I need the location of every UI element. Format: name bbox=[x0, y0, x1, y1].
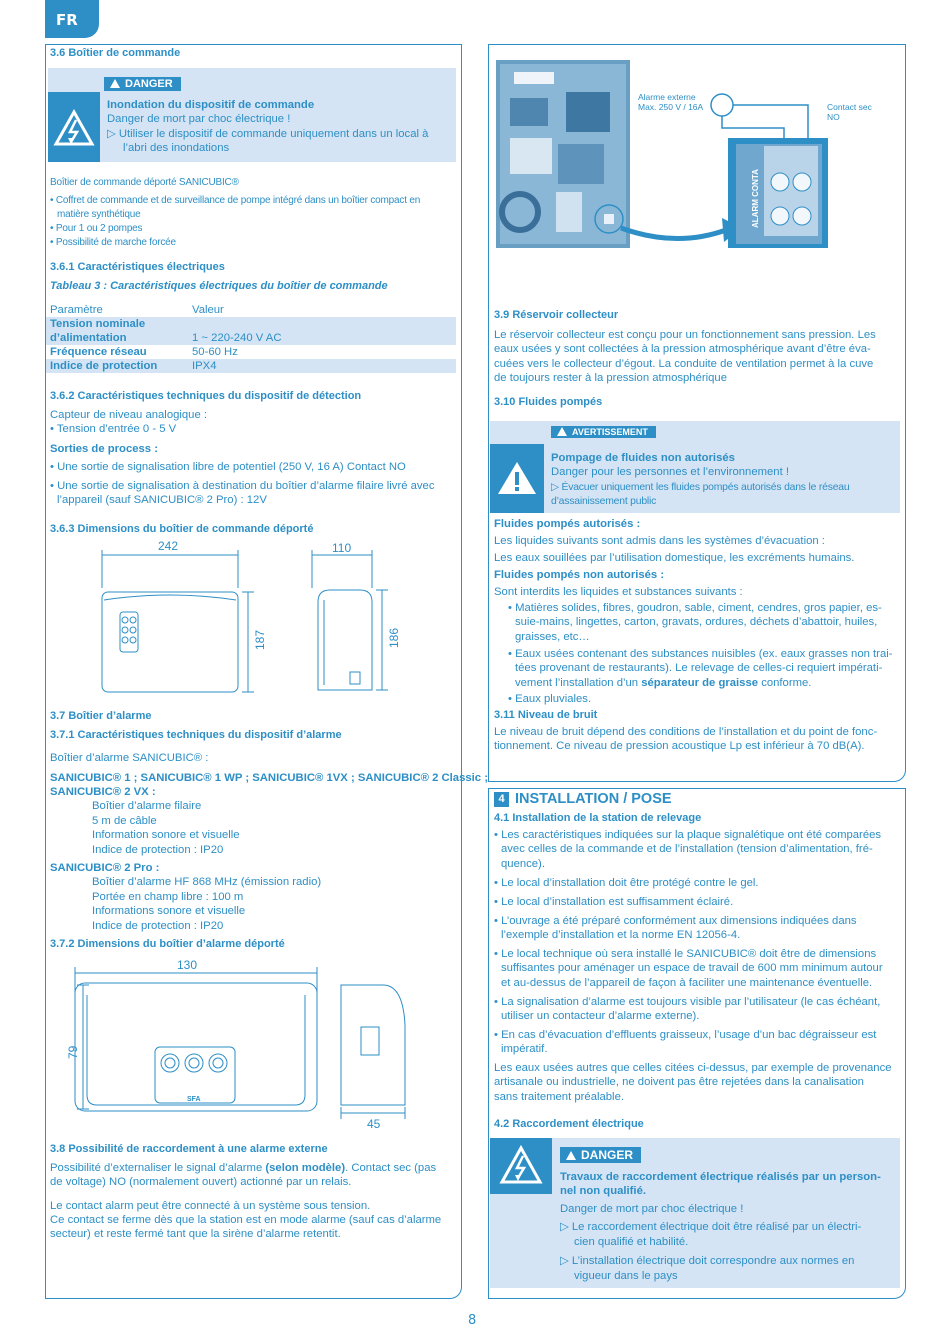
install-line: sans traitement préalable. bbox=[494, 1091, 624, 1103]
ext-alarm-para: Le contact alarm peut être connecté à un système sous tension. bbox=[50, 1200, 371, 1212]
not-authorized-item: tées provenant de restaurants). Le relevage de celles-ci requiert impérati- bbox=[515, 662, 883, 674]
alarm-intro: Boîtier d’alarme SANICUBIC® : bbox=[50, 752, 209, 764]
alarm-models: SANICUBIC® 2 VX : bbox=[50, 786, 156, 798]
external-alarm-wiring-figure bbox=[496, 52, 896, 250]
heading-3-6: 3.6 Boîtier de commande bbox=[50, 47, 181, 59]
heading-3-7: 3.7 Boîtier d’alarme bbox=[50, 710, 152, 722]
danger-action-cont: cien qualifié et habilité. bbox=[574, 1236, 689, 1248]
danger-action: ▷ Utiliser le dispositif de commande uniquement dans un local à bbox=[107, 128, 429, 140]
not-authorized-item: suie-mains, lingettes, carton, gravats, ordures, déchets d’abattoir, huiles, bbox=[515, 616, 878, 628]
not-authorized-item: vement l’installation d’un séparateur de graisse conforme. bbox=[515, 677, 812, 689]
table-row bbox=[46, 359, 456, 373]
install-line: • En cas d’évacuation d’effluents graisseux, l’usage d’un bac dégraisseur est bbox=[494, 1029, 877, 1041]
alarm-feature: Information sonore et visuelle bbox=[92, 829, 240, 841]
table-header-cell: Valeur bbox=[192, 304, 224, 316]
table-header-row bbox=[46, 303, 456, 317]
alarm-feature: Boîtier d’alarme HF 868 MHz (émission radio) bbox=[92, 876, 322, 888]
alarm-feature: Boîtier d’alarme filaire bbox=[92, 800, 202, 812]
heading-3-7-2: 3.7.2 Dimensions du boîtier d’alarme déporté bbox=[50, 938, 285, 950]
electrical-spec-table bbox=[46, 303, 456, 373]
heading-3-6-3: 3.6.3 Dimensions du boîtier de commande déporté bbox=[50, 523, 314, 535]
tank-para-line: de toujours rester à la pression atmosphérique bbox=[494, 372, 727, 384]
detection-line: • Une sortie de signalisation à destination du boîtier d’alarme filaire livré avec bbox=[50, 480, 435, 492]
danger-label: DANGER bbox=[104, 77, 181, 91]
install-line: avec celles de la commande et de l’installation (tension d’alimentation, fré- bbox=[501, 843, 873, 855]
install-line: quence). bbox=[501, 858, 545, 870]
heading-3-7-1: 3.7.1 Caractéristiques techniques du dispositif d’alarme bbox=[50, 729, 342, 741]
install-line: artisanale ou industrielle, ne doivent pas être rejetées dans la canalisation bbox=[494, 1076, 864, 1088]
dimension-label: 186 bbox=[387, 627, 401, 648]
heading-3-11: 3.11 Niveau de bruit bbox=[494, 709, 598, 721]
dimension-label: 242 bbox=[158, 540, 179, 553]
bullet-line: • Possibilité de marche forcée bbox=[50, 237, 176, 248]
danger-title: Inondation du dispositif de commande bbox=[107, 99, 315, 111]
table-caption: Tableau 3 : Caractéristiques électriques du boîtier de commande bbox=[50, 280, 388, 292]
table-cell: 1 ~ 220-240 V AC bbox=[188, 317, 456, 345]
warning-icon bbox=[490, 444, 544, 513]
terminal-label: ALARM CONTA bbox=[751, 169, 760, 228]
install-line: • L’ouvrage a été préparé conformément aux dimensions indiquées dans bbox=[494, 915, 857, 927]
alarm-feature: 5 m de câble bbox=[92, 815, 157, 827]
page-number: 8 bbox=[468, 1313, 477, 1328]
detection-line: • Une sortie de signalisation libre de potentiel (250 V, 16 A) Contact NO bbox=[50, 461, 406, 473]
heading-4-1: 4.1 Installation de la station de relevage bbox=[494, 812, 702, 824]
danger-title: nel non qualifié. bbox=[560, 1185, 646, 1197]
not-authorized-item: graisses, etc… bbox=[515, 631, 590, 643]
authorized-title: Fluides pompés autorisés : bbox=[494, 518, 641, 530]
figure-label: Max. 250 V / 16A bbox=[638, 102, 704, 112]
ext-alarm-para: Ce contact se ferme dès que la station est en mode alarme (sauf cas d’alarme bbox=[50, 1214, 442, 1226]
detection-line: l’appareil (sauf SANICUBIC® 2 Pro) : 12V bbox=[57, 494, 267, 506]
install-line: impératif. bbox=[501, 1043, 548, 1055]
detection-line: • Tension d’entrée 0 - 5 V bbox=[50, 423, 177, 435]
warning-line: Danger pour les personnes et l’environnement ! bbox=[551, 466, 790, 478]
table-cell: Fréquence réseau bbox=[50, 346, 147, 358]
not-authorized-line: Sont interdits les liquides et substances suivants : bbox=[494, 586, 743, 598]
install-line: utiliser un contacteur d’alarme externe). bbox=[501, 1010, 700, 1022]
install-line: l’exemple d’installation et la norme EN 12056-4. bbox=[501, 929, 741, 941]
bullet-line: • Coffret de commande et de surveillance de pompe intégré dans un boîtier compact en bbox=[50, 195, 421, 206]
alarm-box-dimension-drawing bbox=[65, 955, 425, 1130]
tank-para-line: eaux usées y sont collectées à la pression atmosphérique avant d’être éva- bbox=[494, 343, 871, 355]
install-line: • Le local d’installation doit être protégé contre le gel. bbox=[494, 877, 759, 889]
warning-action: ▷ Évacuer uniquement les fluides pompés autorisés dans le réseau bbox=[551, 482, 850, 493]
heading-3-6-2: 3.6.2 Caractéristiques techniques du dispositif de détection bbox=[50, 390, 362, 402]
noise-line: tionnement. Ce niveau de pression acoustique Lp est inférieur à 70 dB(A). bbox=[494, 740, 865, 752]
tank-para-line: cuées vers le collecteur d’égout. La conduite de ventilation permet à la cuve bbox=[494, 358, 874, 370]
dimension-label: 45 bbox=[367, 1117, 381, 1130]
authorized-line: Les liquides suivants sont admis dans les systèmes d’évacuation : bbox=[494, 535, 825, 547]
install-line: • La signalisation d’alarme est toujours visible par l’utilisateur (le cas échéant, bbox=[494, 996, 881, 1008]
heading-4-2: 4.2 Raccordement électrique bbox=[494, 1118, 644, 1130]
dimension-label: 110 bbox=[332, 541, 352, 555]
not-authorized-title: Fluides pompés non autorisés : bbox=[494, 569, 665, 581]
heading-3-6-1: 3.6.1 Caractéristiques électriques bbox=[50, 261, 225, 273]
install-line: • Le local d’installation est suffisamment éclairé. bbox=[494, 896, 734, 908]
not-authorized-item: • Eaux usées contenant des substances nuisibles (ex. eaux grasses non trai- bbox=[508, 648, 893, 660]
table-cell: Indice de protection bbox=[46, 359, 188, 373]
alarm-feature: Portée en champ libre : 100 m bbox=[92, 891, 244, 903]
authorized-line: Les eaux souillées par l’utilisation domestique, les excréments humains. bbox=[494, 552, 855, 564]
dimension-label: 187 bbox=[253, 629, 267, 650]
install-line: Les eaux usées autres que celles citées ci-dessus, par exemple de provenance bbox=[494, 1062, 892, 1074]
danger-action-cont: vigueur dans le pays bbox=[574, 1270, 678, 1282]
ext-alarm-para: secteur) et reste fermé tant que la sirène d’alarme retentit. bbox=[50, 1228, 341, 1240]
table-cell: Tension nominale d’alimentation bbox=[46, 317, 188, 345]
ext-alarm-para: Possibilité d’externaliser le signal d’alarme (selon modèle). Contact sec (pas bbox=[50, 1162, 437, 1174]
tank-para-line: Le réservoir collecteur est conçu pour un fonctionnement sans pression. Les bbox=[494, 329, 876, 341]
table-cell: IPX4 bbox=[188, 359, 456, 373]
danger-action: ▷ Le raccordement électrique doit être réalisé par un électri- bbox=[560, 1221, 862, 1233]
detection-subtitle: Sorties de process : bbox=[50, 443, 158, 455]
section-4-title: 4 INSTALLATION / POSE bbox=[494, 791, 672, 807]
danger-title: Travaux de raccordement électrique réalisés par un person- bbox=[560, 1171, 881, 1183]
dimension-label: 130 bbox=[177, 958, 198, 972]
table-cell: 50-60 Hz bbox=[192, 346, 238, 358]
danger-action-cont: l’abri des inondations bbox=[123, 142, 230, 154]
bullet-line: • Pour 1 ou 2 pompes bbox=[50, 223, 143, 234]
danger-label: DANGER bbox=[560, 1147, 641, 1163]
table-row bbox=[46, 317, 456, 345]
warning-title: Pompage de fluides non autorisés bbox=[551, 452, 735, 464]
electric-hazard-icon bbox=[48, 92, 100, 162]
figure-label: NO bbox=[827, 112, 840, 122]
not-authorized-item: • Eaux pluviales. bbox=[508, 693, 592, 705]
figure-label: Alarme externe bbox=[638, 92, 696, 102]
install-line: • Le local technique où sera installé le SANICUBIC® doit être de dimensions bbox=[494, 948, 877, 960]
alarm-feature: Indice de protection : IP20 bbox=[92, 920, 224, 932]
table-header-cell: Paramètre bbox=[50, 304, 103, 316]
language-tab: FR bbox=[45, 0, 99, 38]
noise-line: Le niveau de bruit dépend des conditions de l’installation et du point de fonc- bbox=[494, 726, 878, 738]
alarm-models: SANICUBIC® 1 ; SANICUBIC® 1 WP ; SANICUBIC® 1VX ; SANICUBIC® 2 Classic ; bbox=[50, 772, 488, 784]
alarm-feature: Informations sonore et visuelle bbox=[92, 905, 246, 917]
danger-line: Danger de mort par choc électrique ! bbox=[107, 113, 291, 125]
brand-label: SFA bbox=[187, 1096, 201, 1103]
alarm-pro-title: SANICUBIC® 2 Pro : bbox=[50, 862, 160, 874]
not-authorized-item: • Matières solides, fibres, goudron, sable, ciment, cendres, gros papier, es- bbox=[508, 602, 882, 614]
warning-label: AVERTISSEMENT bbox=[551, 426, 656, 438]
electric-hazard-icon bbox=[490, 1138, 552, 1194]
heading-3-9: 3.9 Réservoir collecteur bbox=[494, 309, 619, 321]
control-box-dimension-drawing bbox=[90, 540, 410, 700]
danger-action: ▷ L’installation électrique doit correspondre aux normes en bbox=[560, 1255, 855, 1267]
bullet-line: matière synthétique bbox=[57, 209, 141, 220]
dimension-label: 79 bbox=[66, 1045, 80, 1059]
table-row bbox=[46, 345, 456, 359]
figure-label: Contact sec bbox=[827, 102, 872, 112]
install-line: suffisantes pour aménager un espace de travail de 600 mm minimum autour bbox=[501, 962, 883, 974]
detection-line: Capteur de niveau analogique : bbox=[50, 409, 208, 421]
warning-action-cont: d’assainissement public bbox=[551, 496, 657, 507]
danger-line: Danger de mort par choc électrique ! bbox=[560, 1203, 744, 1215]
alarm-feature: Indice de protection : IP20 bbox=[92, 844, 224, 856]
ext-alarm-para: de voltage) NO (normalement ouvert) actionné par un relais. bbox=[50, 1176, 352, 1188]
control-box-intro: Boîtier de commande déporté SANICUBIC® bbox=[50, 177, 239, 188]
install-line: et au-dessus de l’appareil de façon à faciliter une maintenance éventuelle. bbox=[501, 977, 873, 989]
install-line: • Les caractéristiques indiquées sur la plaque signalétique ont été comparées bbox=[494, 829, 882, 841]
heading-3-10: 3.10 Fluides pompés bbox=[494, 396, 603, 408]
heading-3-8: 3.8 Possibilité de raccordement à une alarme externe bbox=[50, 1143, 328, 1155]
